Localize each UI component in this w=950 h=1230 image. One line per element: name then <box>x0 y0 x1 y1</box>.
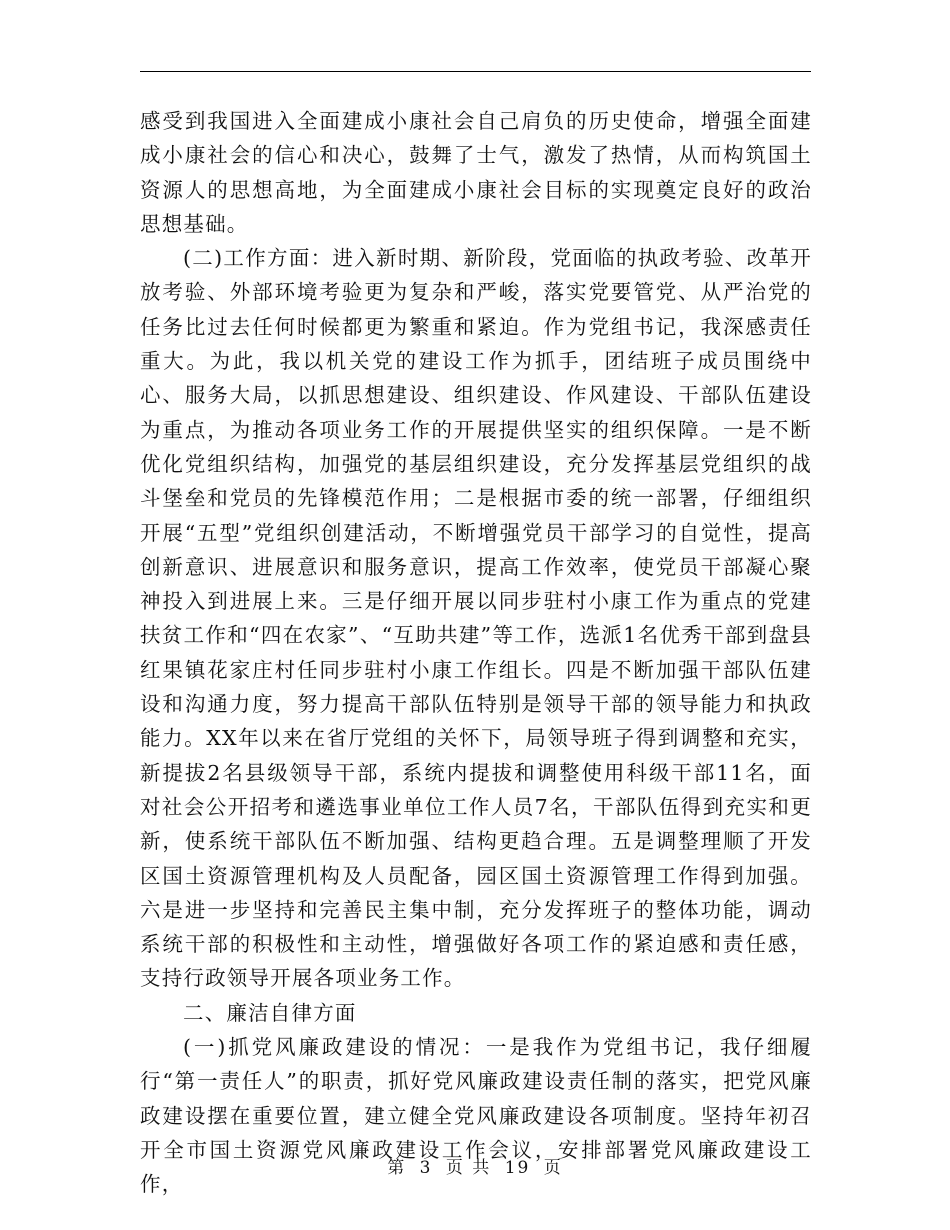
footer-prefix: 第 <box>387 1158 407 1178</box>
footer-current-page: 3 <box>419 1158 433 1178</box>
paragraph-1: 感受到我国进入全面建成小康社会自己肩负的历史使命，增强全面建成小康社会的信心和决心，鼓舞了士气，激发了热情，从而构筑国土资源人的思想高地，为全面建成小康社会目标的实现奠定良好的政治思想基础。 <box>140 109 812 236</box>
section-heading: 二、廉洁自律方面 <box>183 1000 357 1025</box>
paragraph-3: (一)抓党风廉政建设的情况：一是我作为党组书记，我仔细履行“第一责任人”的职责，抓好党风廉政建设责任制的落实，把党风廉政建设摆在重要位置，建立健全党风廉政建设各项制度。坚持年初召开全市国土资源党风廉政建设工作会议，安排部署党风廉政建设工作， <box>140 1035 812 1197</box>
header-rule <box>140 71 811 72</box>
body-text <box>140 104 812 1202</box>
footer-total-pages: 19 <box>504 1158 531 1178</box>
footer-middle: 页 共 <box>445 1158 492 1178</box>
page-footer <box>0 1153 950 1178</box>
paragraph-2: (二)工作方面：进入新时期、新阶段，党面临的执政考验、改革开放考验、外部环境考验更为复杂和严峻，落实党要管党、从严治党的任务比过去任何时候都更为繁重和紧迫。作为党组书记，我深感责任重大。为此，我以机关党的建设工作为抓手，团结班子成员围绕中心、服务大局，以抓思想建设、组织建设、作风建设、干部队伍建设为重点，为推动各项业务工作的开展提供坚实的组织保障。一是不断优化党组织结构，加强党的基层组织建设，充分发挥基层党组织的战斗堡垒和党员的先锋模范作用；二是根据市委的统一部署，仔细组织开展“五型”党组织创建活动，不断增强党员干部学习的自觉性，提高创新意识、进展意识和服务意识，提高工作效率，使党员干部凝心聚神投入到进展上来。三是仔细开展以同步驻村小康工作为重点的党建扶贫工作和“四在农家”、“互助共建”等工作，选派1名优秀干部到盘县红果镇花家庄村任同步驻村小康工作组长。四是不断加强干部队伍建设和沟通力度，努力提高干部队伍特别是领导干部的领导能力和执政能力。XX年以来在省厅党组的关怀下，局领导班子得到调整和充实，新提拔2名县级领导干部，系统内提拔和调整使用科级干部11名，面对社会公开招考和遴选事业单位工作人员7名，干部队伍得到充实和更新，使系统干部队伍不断加强、结构更趋合理。五是调整理顺了开发区国土资源管理机构及人员配备，园区国土资源管理工作得到加强。六是进一步坚持和完善民主集中制，充分发挥班子的整体功能，调动系统干部的积极性和主动性，增强做好各项工作的紧迫感和责任感，支持行政领导开展各项业务工作。 <box>140 246 812 991</box>
footer-suffix: 页 <box>543 1158 563 1178</box>
